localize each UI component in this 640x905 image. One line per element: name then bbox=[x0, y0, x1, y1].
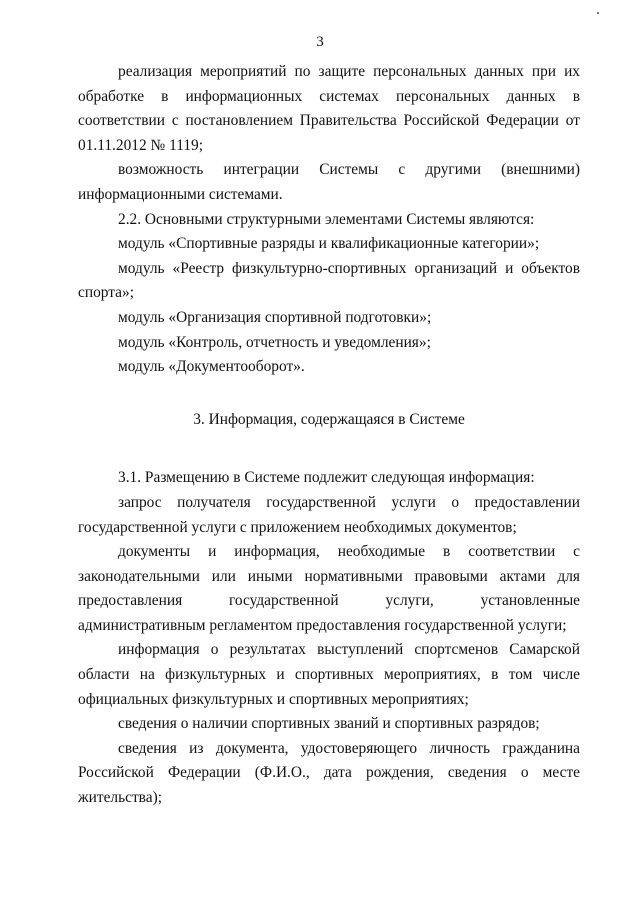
paragraph-info-intro: 3.1. Размещению в Системе подлежит следующая информация: bbox=[118, 469, 535, 487]
scan-speck bbox=[597, 12, 599, 14]
list-item-module-control: модуль «Контроль, отчетность и уведомления»; bbox=[118, 333, 431, 351]
list-item-sport-titles: сведения о наличии спортивных званий и спортивных разрядов; bbox=[118, 715, 540, 733]
list-item-module-documents: модуль «Документооборот». bbox=[118, 358, 305, 376]
list-item-identity-document: сведения из документа, удостоверяющего личность гражданина Российской Федерации (Ф.И.О., дата рождения, сведения о месте жительства); bbox=[78, 739, 580, 807]
list-item-module-registry: модуль «Реестр физкультурно-спортивных организаций и объектов спорта»; bbox=[78, 259, 580, 302]
paragraph-structure-intro: 2.2. Основными структурными элементами Системы являются: bbox=[118, 210, 535, 228]
paragraph-personal-data-protection: реализация мероприятий по защите персональных данных при их обработке в информационных системах персональных данных в соответствии с постановлением Правительства Российской Федерации от 01.11.2012 № 1119; bbox=[78, 63, 580, 154]
list-item-module-training: модуль «Организация спортивной подготовки»; bbox=[118, 308, 432, 326]
list-item-required-documents: документы и информация, необходимые в соответствии с законодательными или иными нормативными правовыми актами для предоставления государственной услуги, установленные административным регламентом предоставления государственной услуги; bbox=[78, 543, 580, 634]
list-item-service-request: запрос получателя государственной услуги о предоставлении государственной услуги с приложением необходимых документов; bbox=[78, 493, 580, 536]
document-body bbox=[78, 60, 580, 811]
paragraph-integration: возможность интеграции Системы с другими (внешними) информационными системами. bbox=[78, 161, 580, 203]
section-heading: 3. Информация, содержащаяся в Системе bbox=[193, 410, 465, 428]
page-number: 3 bbox=[316, 34, 324, 50]
list-item-module-ranks: модуль «Спортивные разряды и квалификационные категории»; bbox=[118, 235, 540, 253]
list-item-athlete-results: информация о результатах выступлений спортсменов Самарской области на физкультурных и спортивных мероприятиях, в том числе официальных физкультурных и спортивных мероприятиях; bbox=[78, 641, 580, 708]
